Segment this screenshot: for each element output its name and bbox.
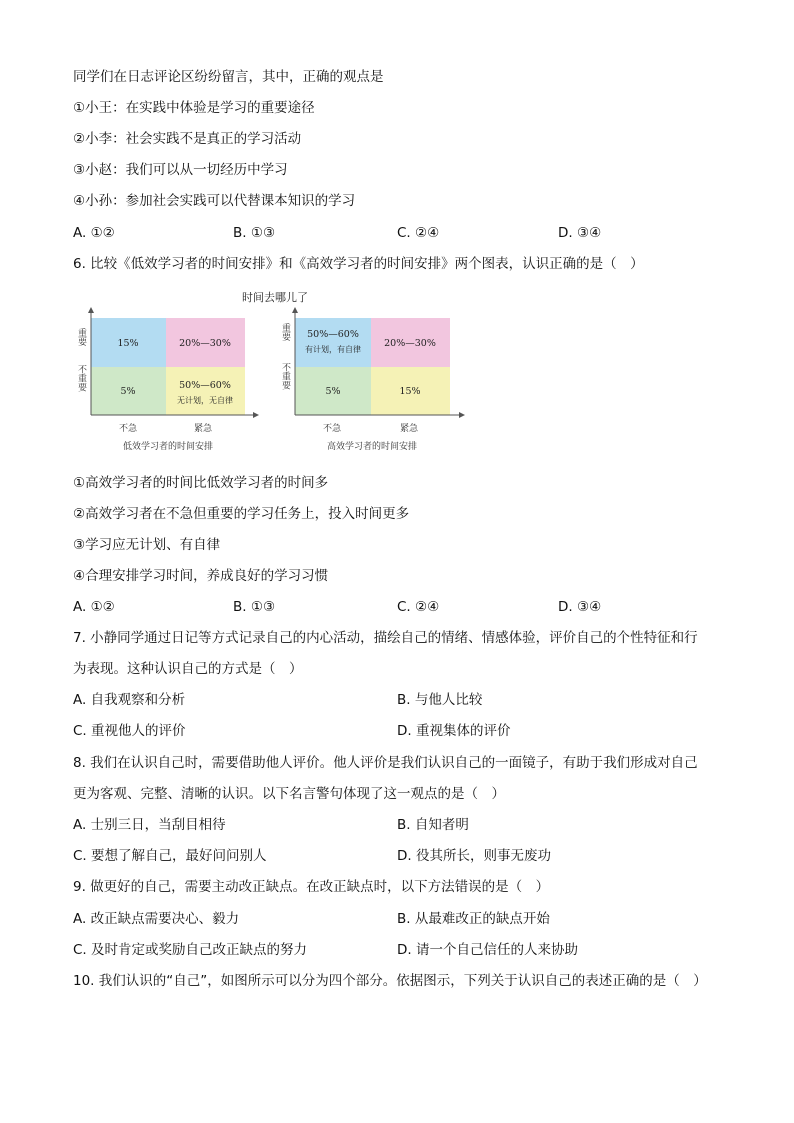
right-x-left-label: 不急 bbox=[322, 424, 342, 434]
right-y-bottom-label: 不重要 bbox=[280, 362, 290, 390]
q6-statement-2: ②高效学习者在不急但重要的学习任务上，投入时间更多 bbox=[73, 506, 410, 522]
q8-stem-line2: 更为客观、完整、清晰的认识。以下名言警句体现了这一观点的是（ ） bbox=[73, 786, 505, 802]
left-note-unimportant-urgent: 无计划，无自律 bbox=[177, 396, 233, 405]
q8-stem-line1: 8. 我们在认识自己时，需要借助他人评价。他人评价是我们认识自己的一面镜子，有助于我们形成对自己 bbox=[73, 755, 698, 771]
q5-option-b: B. ①③ bbox=[233, 225, 276, 241]
right-value-unimportant-not-urgent: 5% bbox=[325, 386, 341, 397]
right-value-important-not-urgent: 50%—60% bbox=[307, 329, 359, 340]
q7-option-c: C. 重视他人的评价 bbox=[73, 723, 186, 739]
q5-option-d: D. ③④ bbox=[558, 225, 602, 241]
q8-option-a: A. 士别三日，当刮目相待 bbox=[73, 817, 226, 833]
q8-option-b: B. 自知者明 bbox=[397, 817, 469, 833]
right-chart-caption: 高效学习者的时间安排 bbox=[326, 442, 418, 452]
right-value-important-urgent: 20%—30% bbox=[384, 338, 436, 349]
q6-stem: 6. 比较《低效学习者的时间安排》和《高效学习者的时间安排》两个图表，认识正确的是（ ） bbox=[73, 256, 644, 272]
right-note-important-not-urgent: 有计划，有自律 bbox=[305, 345, 361, 354]
time-quadrant-svg bbox=[70, 282, 470, 457]
q5-option-c: C. ②④ bbox=[397, 225, 440, 241]
right-q-important-not-urgent bbox=[295, 318, 371, 367]
q5-option-a: A. ①② bbox=[73, 225, 115, 241]
q6-option-a: A. ①② bbox=[73, 599, 115, 615]
right-x-right-label: 紧急 bbox=[399, 424, 419, 434]
figure-title: 时间去哪儿了 bbox=[242, 291, 308, 304]
q7-stem-line2: 为表现。这种认识自己的方式是（ ） bbox=[73, 661, 303, 677]
q5-statement-3: ③小赵：我们可以从一切经历中学习 bbox=[73, 162, 288, 178]
left-value-unimportant-urgent: 50%—60% bbox=[179, 380, 231, 391]
q6-statement-3: ③学习应无计划、有自律 bbox=[73, 537, 221, 553]
q5-stem: 同学们在日志评论区纷纷留言，其中，正确的观点是 bbox=[73, 69, 384, 85]
q7-option-b: B. 与他人比较 bbox=[397, 692, 483, 708]
time-quadrant-figure bbox=[70, 282, 470, 457]
q7-stem-line1: 7. 小静同学通过日记等方式记录自己的内心活动，描绘自己的情绪、情感体验，评价自己的个性特征和行 bbox=[73, 630, 698, 646]
right-y-top-label: 重要 bbox=[280, 323, 290, 341]
q5-statement-2: ②小李：社会实践不是真正的学习活动 bbox=[73, 131, 302, 147]
q6-option-d: D. ③④ bbox=[558, 599, 602, 615]
q9-option-d: D. 请一个自己信任的人来协助 bbox=[397, 942, 578, 958]
left-y-top-label: 重要 bbox=[76, 328, 86, 346]
right-chart bbox=[280, 310, 462, 452]
left-q-unimportant-urgent bbox=[166, 367, 245, 415]
q5-statement-4: ④小孙：参加社会实践可以代替课本知识的学习 bbox=[73, 193, 356, 209]
q8-option-d: D. 役其所长，则事无废功 bbox=[397, 848, 551, 864]
q9-option-a: A. 改正缺点需要决心、毅力 bbox=[73, 911, 240, 927]
left-chart bbox=[76, 310, 256, 452]
left-y-bottom-label: 不重要 bbox=[76, 364, 86, 392]
q5-statement-1: ①小王：在实践中体验是学习的重要途径 bbox=[73, 100, 315, 116]
q6-statement-1: ①高效学习者的时间比低效学习者的时间多 bbox=[73, 475, 329, 491]
left-value-important-not-urgent: 15% bbox=[117, 338, 139, 349]
left-value-important-urgent: 20%—30% bbox=[179, 338, 231, 349]
q6-option-b: B. ①③ bbox=[233, 599, 276, 615]
left-chart-caption: 低效学习者的时间安排 bbox=[122, 442, 214, 452]
q8-option-c: C. 要想了解自己，最好问问别人 bbox=[73, 848, 267, 864]
q9-stem: 9. 做更好的自己，需要主动改正缺点。在改正缺点时，以下方法错误的是（ ） bbox=[73, 879, 550, 895]
q9-option-c: C. 及时肯定或奖励自己改正缺点的努力 bbox=[73, 942, 308, 958]
left-x-left-label: 不急 bbox=[118, 424, 138, 434]
left-value-unimportant-not-urgent: 5% bbox=[120, 386, 136, 397]
q6-option-c: C. ②④ bbox=[397, 599, 440, 615]
q6-statement-4: ④合理安排学习时间，养成良好的学习习惯 bbox=[73, 568, 329, 584]
q7-option-d: D. 重视集体的评价 bbox=[397, 723, 511, 739]
right-value-unimportant-urgent: 15% bbox=[399, 386, 421, 397]
q10-stem: 10. 我们认识的“自己”，如图所示可以分为四个部分。依据图示，下列关于认识自己的表述正确的是（ ） bbox=[73, 973, 707, 989]
q9-option-b: B. 从最难改正的缺点开始 bbox=[397, 911, 550, 927]
left-x-right-label: 紧急 bbox=[193, 424, 213, 434]
q7-option-a: A. 自我观察和分析 bbox=[73, 692, 186, 708]
